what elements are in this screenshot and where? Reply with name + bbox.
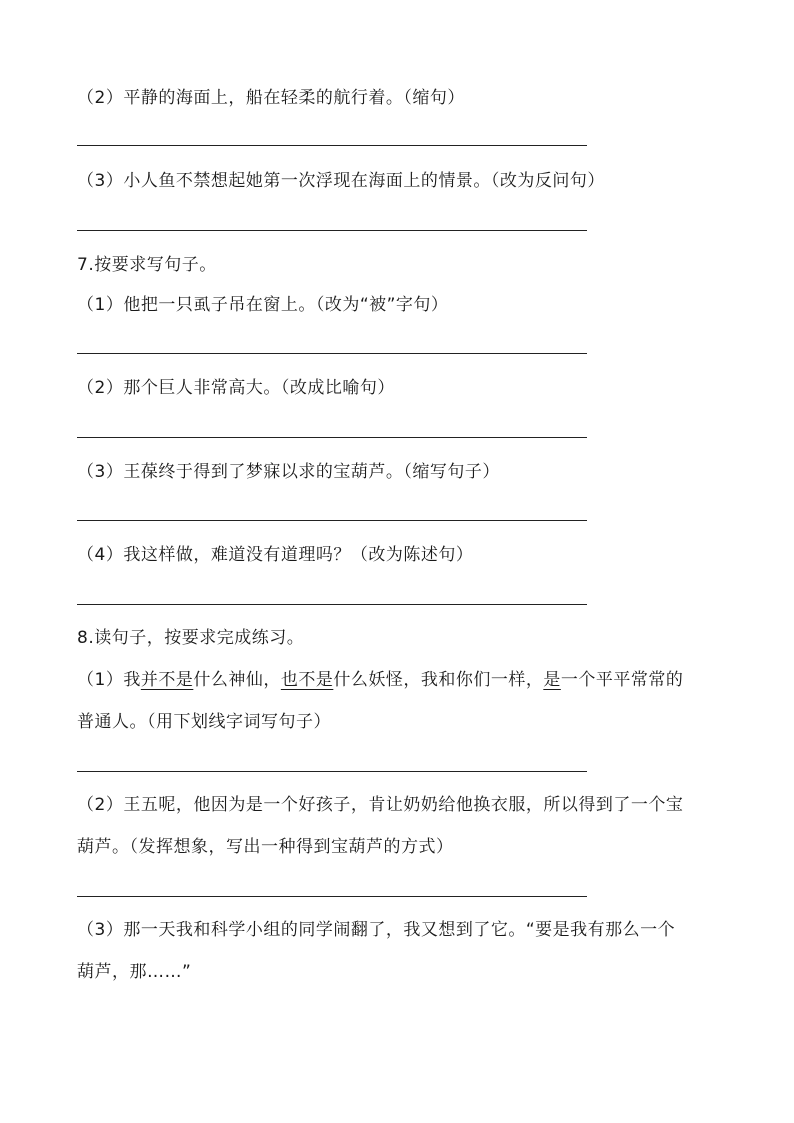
- q7-item-2-text: （2）那个巨人非常高大。（改成比喻句）: [77, 378, 395, 398]
- q8-item-1-seg-2: 什么神仙，: [193, 670, 281, 690]
- q8-item-1-underlined-3: 是: [543, 670, 561, 690]
- q8-item-1-underlined-1: 并不是: [140, 670, 194, 690]
- q8-item-2-line-1: （2）王五呢，他因为是一个好孩子，肯让奶奶给他换衣服，所以得到了一个宝: [77, 795, 684, 815]
- q6-item-3-text: （3）小人鱼不禁想起她第一次浮现在海面上的情景。（改为反问句）: [77, 171, 605, 191]
- q7-item-4-answer-line[interactable]: [77, 604, 587, 605]
- q8-item-3-line-1: （3）那一天我和科学小组的同学闹翻了，我又想到了它。“要是我有那么一个: [77, 920, 676, 940]
- q7-heading: 7.按要求写句子。: [77, 255, 217, 275]
- q8-item-1-seg-1: （1）我: [77, 670, 141, 690]
- q8-item-2-answer-line[interactable]: [77, 896, 587, 897]
- q7-item-1-text: （1）他把一只虱子吊在窗上。（改为“被”字句）: [77, 295, 449, 315]
- q6-item-3-answer-line[interactable]: [77, 230, 587, 231]
- q8-item-3-line-2: 葫芦，那……”: [77, 962, 192, 982]
- q8-item-1-answer-line[interactable]: [77, 771, 587, 772]
- q6-item-2-answer-line[interactable]: [77, 145, 587, 146]
- q7-item-3-text: （3）王葆终于得到了梦寐以求的宝葫芦。（缩写句子）: [77, 462, 500, 482]
- q8-item-1-seg-4: 一个平平常常的: [560, 670, 684, 690]
- q8-item-2-line-2: 葫芦。（发挥想象，写出一种得到宝葫芦的方式）: [77, 837, 454, 857]
- q6-item-2-text: （2）平静的海面上，船在轻柔的航行着。（缩句）: [77, 88, 465, 108]
- q7-item-3-answer-line[interactable]: [77, 520, 587, 521]
- q8-item-1-line-1: [77, 668, 683, 692]
- q7-item-1-answer-line[interactable]: [77, 353, 587, 354]
- q7-item-2-answer-line[interactable]: [77, 437, 587, 438]
- q7-item-4-text: （4）我这样做，难道没有道理吗？（改为陈述句）: [77, 545, 474, 565]
- q8-item-1-underlined-2: 也不是: [280, 670, 334, 690]
- q8-item-1-line-2: 普通人。（用下划线字词写句子）: [77, 712, 331, 732]
- q8-item-1-seg-3: 什么妖怪，我和你们一样，: [333, 670, 544, 690]
- q8-heading: 8.读句子，按要求完成练习。: [77, 628, 305, 648]
